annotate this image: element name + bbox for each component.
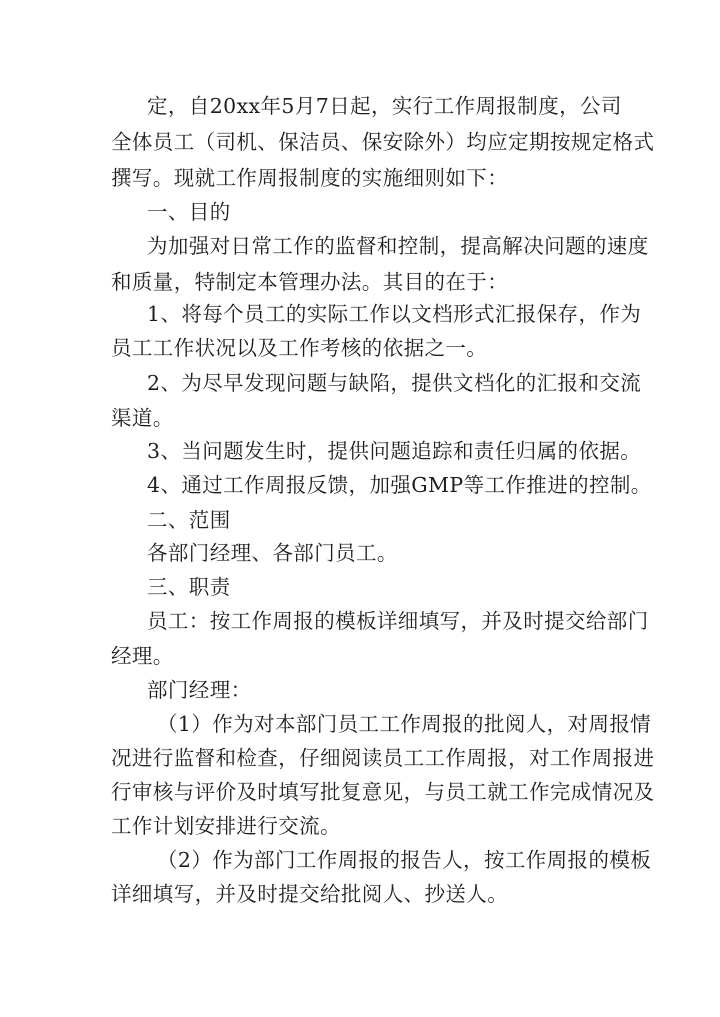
body-text-line: 撰写。现就工作周报制度的实施细则如下： (111, 166, 509, 190)
body-text-line: 员工工作状况以及工作考核的依据之一。 (111, 336, 488, 360)
body-text-line: 工作计划安排进行交流。 (111, 814, 341, 838)
body-text-line: 定，自20xx年5月7日起，实行工作周报制度，公司 (147, 94, 622, 118)
body-text-line: 3、当问题发生时，提供问题追踪和责任归属的依据。 (147, 439, 642, 463)
body-text-line: 2、为尽早发现问题与缺陷，提供文档化的汇报和交流 (147, 371, 642, 395)
body-text-line: 况进行监督和检查，仔细阅读员工工作周报，对工作周报进 (111, 746, 655, 770)
body-text-line: 为加强对日常工作的监督和控制，提高解决问题的速度 (147, 234, 649, 258)
body-text-line: 员工：按工作周报的模板详细填写，并及时提交给部门 (147, 609, 649, 633)
body-text-line: 4、通过工作周报反馈，加强GMP等工作推进的控制。 (147, 473, 652, 497)
body-text-line: 各部门经理、各部门员工。 (147, 541, 398, 565)
section-heading: 一、目的 (147, 200, 231, 224)
body-text-line: 和质量，特制定本管理办法。其目的在于： (111, 270, 509, 294)
body-text-line: 部门经理： (147, 678, 252, 702)
body-text-line: 渠道。 (111, 406, 174, 430)
section-heading: 三、职责 (147, 575, 231, 599)
section-heading: 二、范围 (147, 508, 231, 532)
body-text-line: 1、将每个员工的实际工作以文档形式汇报保存，作为 (147, 302, 642, 326)
body-text-line: （1）作为对本部门员工工作周报的批阅人，对周报情 (157, 712, 652, 736)
body-text-line: 经理。 (111, 644, 174, 668)
body-text-line: （2）作为部门工作周报的报告人，按工作周报的模板 (157, 848, 652, 872)
body-text-line: 行审核与评价及时填写批复意见，与员工就工作完成情况及 (111, 780, 655, 804)
body-text-line: 详细填写，并及时提交给批阅人、抄送人。 (111, 882, 509, 906)
body-text-line: 全体员工（司机、保洁员、保安除外）均应定期按规定格式 (111, 130, 655, 154)
